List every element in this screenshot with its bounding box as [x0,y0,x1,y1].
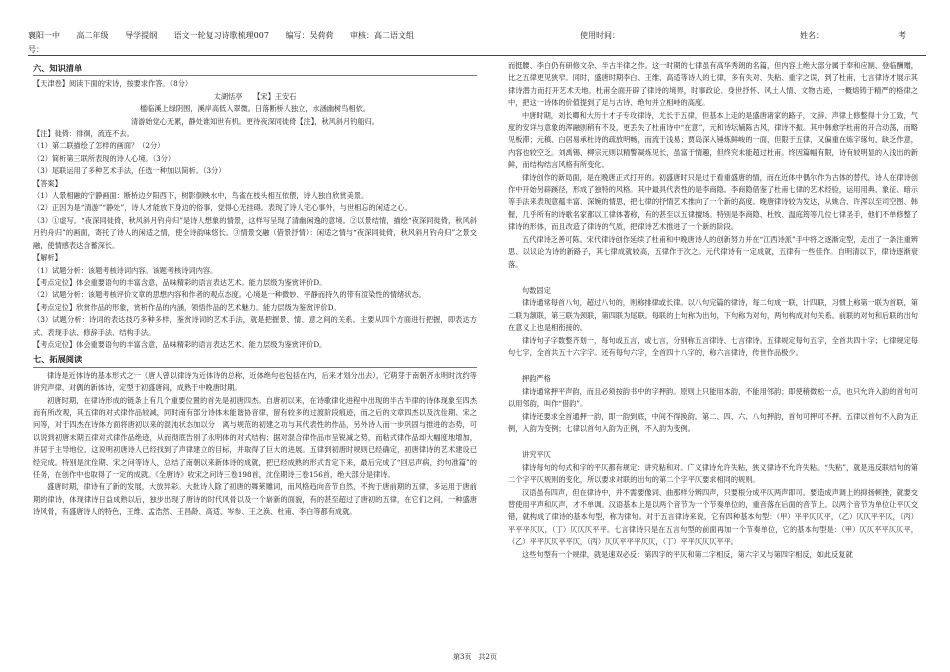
right-column [508,60,918,561]
left-column [33,60,477,519]
poem-line-1: 槛临溪上绿阴围，溪岸高低入翠微。日落断桥人独立，水涵幽树鸟相依。 [139,104,370,114]
reading-paragraph-4: 而挺腰、李白仍有研修文杂、半古半律之作。这一时期的七律虽有高华秀朗的名篇，但内容上绝大部分属于奉和应制、登临酬赠，比之五律更见狭窄。同时，盛唐时期李白、王维、高适等诗人的七律，多有失对、失粘、重字之误，到了杜甫，七言律诗才展示其律诗潜力而打开艺术天地。杜甫全面开辟了律诗的境界，时事政论、身世抒怀、风土人情、文物古迹，一概熔铸于精严的格律之中，把这一诗体的价值提到了足与古诗、绝句并立相峙的高度。 [508,61,918,108]
reading-paragraph-9: 律诗句子字数整齐划一，每句或五言，或七言，分别称五言律诗、七言律诗。五律规定每句五字，全首共四十字；七律规定每句七字，全首共五十六字字。还有每句六字，全首四十八字的，称六言律诗，传世作品极少。 [508,335,918,357]
grade-label: 高二年级 [76,31,109,40]
analysis-label: 【解析】 [33,253,62,263]
analysis-4: 【考点定位】欣赏作品的形象，赏析作品的内涵，领悟作品的艺术魅力。能力层级为鉴赏评价D。 [33,302,341,312]
header-divider [28,55,926,56]
poem-line-2: 清游始觉心无累，静处谁知世有机。更待夜深同徙倚【注】，秋风斜月钓船归。 [131,116,379,126]
reading-paragraph-11: 律诗还要求全首通押一韵，即一韵到底，中间不得换韵。第二、四、六、八句押韵，首句可押可不押。五律以首句不入韵为正例，入韵为变例；七律以首句入韵为正例，不入韵为变例。 [508,411,918,433]
reading-paragraph-10: 律诗通常押平声韵，而且必须按韵书中的字押韵。原则上只能用本韵，不能用邻韵；即使稍微松一点，也只允许入韵的首句可以用邻韵，叫作“借韵”。 [508,386,918,409]
reading-paragraph-5: 中唐时期，刘长卿和大历十才子专攻律诗，尤长于五律，但基本上走的是盛唐诸家的路子，文辞、声律上修整得十分工致，气度的安详与意象的浑融则稍有不及，更丢失了杜甫诗中“在意”，元和诗坛辅陈古风，律诗不振。其中韩愈学杜甫的开合动荡，而略见板滞；元稹、白居易承杜诗的疏放明畅，而流于浅易；贾岛深入锤炼鲜峻的一面，但限于五律，又偏重在炼字琢句，缺乏作意，内容也较空乏。刘禹锡、柳宗元则以精警凝炼见长，虽富于情趣，但终究未能超过杜甫。终因篇幅有限，诗有较明显的入浅出的新鲜，而结构结言风格有所变化。 [508,110,918,170]
poem-title: 太湖恬亭 【宋】王安石 [213,91,297,101]
question-1: （1）第二联描绘了怎样的画面？（2分） [33,141,165,151]
author-label: 编写：吴荷荷 [285,31,334,40]
subheading-fixed-lines: 句数固定 [522,285,551,295]
answer-2: （2）正因为是“清游”“静处”，诗人才能放下身边的俗事，觉得心无挂碍。表现了诗人宅心事外，与世相忘的闲适之心。 [33,203,412,213]
subheading-tones: 讲究平仄 [522,450,551,460]
page-footer: 第3页 共2页 [453,653,497,661]
page-header [28,30,428,42]
reading-paragraph-13: 汉语虽有四声，但在律诗中，并不需要像词、曲那样分辨四声，只要根分成平仄两声即可。要造成声调上的抑扬顿挫，就要交替使用平声和仄声，才不单调。汉语基本上是以两个音节为一个节奏单位的，重音落在后面的音节上。以两个音节为单位让平仄交错，就构成了律诗的基本句型，称为律句。对于五言律诗来说，它有四种基本句型：（甲）平平仄仄平，（乙）仄仄平平仄，（丙）平平平仄仄，（丁）仄仄仄平平。七言律诗只是在五言句型的前面再加一个节奏单位，它的基本句型是：（甲）仄仄平平仄仄平，（乙）平平仄仄平平仄，（丙）仄仄平平平仄仄，（丁）平平仄仄仄平平。 [508,487,918,547]
question-3: （3）尾联运用了多种艺术手法，任选一种加以简析。（3分） [33,166,226,176]
poem-note: 【注】徙倚：徘徊，流连不去。 [33,129,134,139]
analysis-5: （3）试题分析：诗词的表达技巧多种多样，鉴赏诗词的艺术手法，就是把握景、情、意之间的关系。主要从四个方面进行把握，即表达方式、表现手法、修辞手法、结构手法。 [33,315,477,337]
analysis-6: 【考点定位】体会重要语句的丰富含意，品味精彩的语言表达艺术。能力层级为鉴赏评价D。 [33,339,327,349]
subheading-rhyme: 押韵严格 [522,374,551,384]
school-name: 襄阳一中 [28,31,60,40]
doc-title: 语文一轮复习诗歌梳理007 [173,31,269,40]
reading-paragraph-14: 这些句型有一个规律，就是速双必反：第四字的平仄和第二字相反，第六字又与第四字相反，如此反复就 [522,549,853,559]
section-knowledge-title: 六、知识清单 [33,62,477,76]
reviewer-label: 审核：高二语文组 [350,31,415,40]
answer-3: （3）①虚写。“夜深同徙倚，秋风斜月钓舟归”是诗人想象的情景，这样写呈现了清幽闲逸的意境。②以景结情，描绘“夜深同徙倚，秋风斜月钓舟归”的画面，寄托了诗人的闲适之情，使全诗韵味悠长。③情景交融（借景抒情）：闲适之情与“夜深同徙倚，秋风斜月钓舟归”之景交融，使情感表达含蓄深长。 [33,215,477,250]
question-intro: 【天津卷】阅读下面的宋诗，按要求作答。（8分） [33,79,193,89]
question-2: （2）简析第三联所表现的诗人心境。（3分） [33,153,176,163]
number-label: 号： [28,45,44,54]
name-label: 姓名： [800,31,824,40]
reading-paragraph-6: 律诗创作的新局面，是在晚唐正式打开的。初盛唐时只是过于看重盛唐的情，而在近体中偶尔作为古体的替代，诗人在律诗创作中开始另辟蹊径，形成了独特的风格。其中最具代表性的是李商隐。李商隐借鉴了杜甫七律的艺术经验，运用用典、象征、暗示等手法来表现意蕴丰富、深婉的情思，把七律的抒情艺术推向了一个新的高度。晚唐律诗较为发达，从姚合、许浑以至司空图、韩偓，几乎所有的诗歌名家都以工律体著称，有的甚至以五律擅场。特别是李商隐、杜牧、温庭筠等几位七律圣手，他们不单修整了律诗的形体，而且改造了律诗的气质，把律诗艺术推进了一个新的阶段。 [508,172,918,232]
answer-label: 【答案】 [33,178,62,188]
exam-number-label: 考 [898,31,906,40]
reading-paragraph-8: 律诗通常每首八句，超过八句的，则称排律或长律。以八句完篇的律诗，每二句成一联，计四联，习惯上称第一联为首联，第二联为颔联，第三联为颈联，第四联为尾联。每联的上句称为出句，下句称为对句，两句构成对句关系。前联的对句和后联的出句在意义上也是相衔接的。 [508,298,918,333]
reading-paragraph-2: 初唐时期，在律诗形成的链条上有几个重要位置的首先是初唐四杰。自唐初以来，在诗歌律化进程中出现的半古半律的诗体现象至四杰而有所改观，其五律的对式律作品较减，同时南有部分诗体未能谐协音律，留有较多的过渡阶段痕迹，而之后的文章四杰以及沈佺期、宋之问等，对于四杰在诗体方面将唐初以来的混沌状态加以分 离与规范的初建之功与其代表性的作品，另外诗人而一步巩固与推进的态势，可以说到初唐末期五律对式律作品绝迹，从而彻底告别了永明体的对式结构；据对混合律作品市呈锐减之势，而粘式律作品却大幅度地增加，并居于主导地位，这说明初唐诗人已经找到了声律建立的目标，并取得了巨大的进展。五律到初唐时规则已经确定，初唐律诗的艺术建设已经完成。特别是沈佺期、宋之问等诗人，总结了南朝以来新体诗的成就，把已经成熟的形式肯定下来，最后完成了“回忌声病，约句准篇”的任务，在创作中也取得了一定的成就。《全唐诗》收宋之问诗三卷198首，沈佺期诗三卷156首，绝大部分是律诗。 [33,395,477,479]
analysis-2: 【考点定位】体会重要语句的丰富含意，品味精彩的语言表达艺术。能力层级为鉴赏评价D。 [33,277,327,287]
reading-paragraph-3: 盛唐时期，律诗有了新的发展，大放异彩。大批诗人除了初唐的舞莱雕词，而风格趋向音节自然，不拘于唐前期的五律，多运用于唐前期的律诗，体现律诗日益成熟以后，独步出现了唐诗的时代风骨以及一个崭新的面貌，有的甚至超过了唐初的五律，在它们之间，一种盛唐诗风骨，有盛唐诗人的特色，王维、孟浩然、王昌龄、高适、岑参、王之涣、杜甫、李白等都有成就。 [33,482,477,517]
analysis-3: （2）试题分析：该题考核评价文章的思想内容和作者的观点态度。心境是一种微妙、平静而持久的带有渲染性的情绪状态。 [33,290,426,300]
section-extended-reading-title: 七、拓展阅读 [33,353,477,367]
analysis-1: （1）试题分析：该题考核诗词内容。该题考核诗词内容。 [33,265,218,275]
reading-paragraph-12: 律诗每句的句式和字的平仄都有规定：讲究粘和对。广义律诗允许失粘，狭义律诗不允许失粘。“失粘”，就是违反联结句的第二个字平仄规则的变化，所以要求对联的出句的第二个字平仄要求相同的规则。 [508,462,918,485]
doc-type: 导学提纲 [125,31,158,40]
reading-paragraph-7: 五代律诗乏善可陈。宋代律诗创作延续了杜甫和中晚唐诗人的创新努力并在“江西诗派”手中将之逐渐定型，走出了一条注重辨思、以议论为诗的新路子，其七律成就较高，五律作于次之。元代律诗有一定成就，五律有一些佳作。自明清以下，律诗逐渐衰落。 [508,234,918,269]
use-time-label: 使用时间： [580,31,620,40]
answer-1: （1）人景相融的宁静画面：断桥边夕阳西下，树影倒映水中，鸟雀在枝头相互依偎，诗人独自欣赏美景。 [33,191,369,201]
reading-paragraph-1: 律诗是近体诗的基本形式之一（唐人曾以律诗为近体诗的总称，近体绝句也包括在内，后来才划分出去），它萌芽于南朝齐永明时沈约等讲究声律、对偶的新体诗，定型于初盛唐间，成熟于中晚唐时期。 [33,370,477,393]
